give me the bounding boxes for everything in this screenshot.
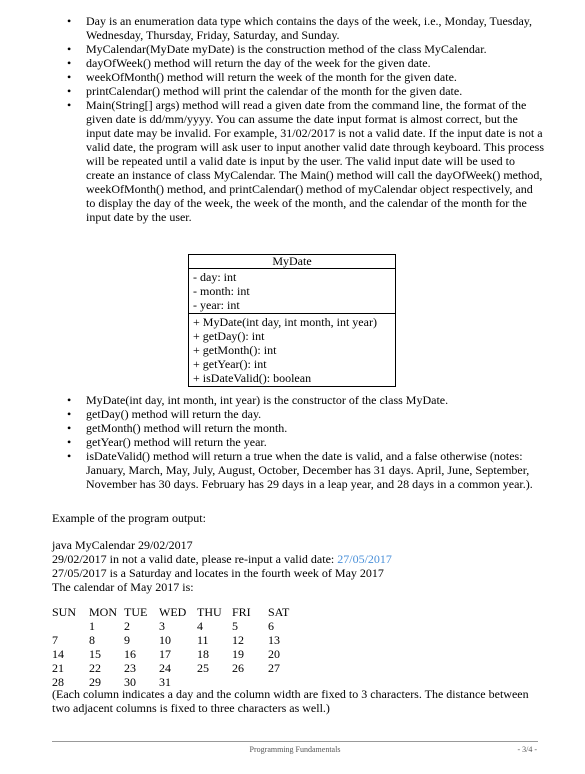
format-note: (Each column indicates a day and the column width are fixed to 3 characters. The distance between two adjacent columns is fixed to three characters as well.) [52,687,529,715]
calendar-day-cell: 4 [197,619,203,633]
calendar-day-cell: 7 [52,633,58,647]
command-line: java MyCalendar 29/02/2017 [52,538,193,552]
uml-methods [189,313,395,386]
uml-attributes [189,269,395,313]
calendar-day-cell: 30 [124,675,136,689]
uml-method: + getYear(): int [193,357,267,371]
calendar-day-header: TUE [124,605,148,619]
calendar-week-row [52,661,352,675]
uml-method: + getDay(): int [193,329,265,343]
list-item: • weekOfMonth() method will return the week of the month for the given date. [64,70,544,84]
list-item: • getYear() method will return the year. [64,435,544,449]
calendar-day-cell: 15 [89,647,101,661]
calendar-grid [52,605,352,689]
list-item: • Main(String[] args) method will read a given date from the command line, the format of the given date is dd/mm/yyyy. You can assume the date input format is almost correct, but the input date may be invalid. For example, 31/02/2017 is not a valid date. If the input date is not a valid date, the program will ask user to input another valid date through keyboard. This process will be repeated until a valid date is input by the user. The valid input date will be used to create an instance of class MyCalendar. The Main() method will call the dayOfWeek() method, weekOfMonth() method, and printCalendar() method of myCalendar object respectively, and to display the day of the week, the week of the month, and the calendar of the month for the input date by the user. [64,98,544,224]
example-title: Example of the program output: [52,511,206,525]
calendar-day-cell: 28 [52,675,64,689]
calendar-day-header: SAT [268,605,290,619]
calendar-intro: The calendar of May 2017 is: [52,580,194,594]
calendar-day-cell: 29 [89,675,101,689]
calendar-day-header: SUN [52,605,77,619]
list-item: • MyCalendar(MyDate myDate) is the construction method of the class MyCalendar. [64,42,544,56]
list-item: • MyDate(int day, int month, int year) is the constructor of the class MyDate. [64,393,544,407]
calendar-day-header: WED [159,605,187,619]
calendar-day-cell: 11 [197,633,209,647]
calendar-day-cell: 16 [124,647,136,661]
calendar-day-cell: 1 [89,619,95,633]
calendar-day-cell: 17 [159,647,171,661]
calendar-day-cell: 26 [232,661,244,675]
footer-title: Programming Fundamentals [249,745,341,754]
footer-divider [52,741,538,742]
calendar-day-cell: 5 [232,619,238,633]
uml-attribute: - day: int [193,270,237,284]
calendar-week-row [52,647,352,661]
calendar-day-cell: 6 [268,619,274,633]
user-input: 27/05/2017 [337,552,392,566]
uml-class-name: MyDate [189,255,395,269]
uml-class-diagram [188,254,396,387]
calendar-day-cell: 10 [159,633,171,647]
calendar-day-cell: 3 [159,619,165,633]
list-item: • Day is an enumeration data type which contains the days of the week, i.e., Monday, Tuesday, Wednesday, Thursday, Friday, Saturday, and Sunday. [64,14,544,42]
calendar-day-cell: 18 [197,647,209,661]
list-item: • getDay() method will return the day. [64,407,544,421]
list-item: • dayOfWeek() method will return the day of the week for the given date. [64,56,544,70]
list-item: • printCalendar() method will print the calendar of the month for the given date. [64,84,544,98]
calendar-day-cell: 25 [197,661,209,675]
calendar-day-cell: 22 [89,661,101,675]
calendar-day-cell: 31 [159,675,171,689]
calendar-day-cell: 24 [159,661,171,675]
page-number: - 3/4 - [517,745,537,754]
calendar-day-cell: 27 [268,661,280,675]
calendar-day-cell: 8 [89,633,95,647]
calendar-day-header: FRI [232,605,251,619]
calendar-day-cell: 9 [124,633,130,647]
calendar-day-cell: 21 [52,661,64,675]
method-description-list [64,14,544,224]
uml-attribute: - month: int [193,284,250,298]
calendar-day-cell: 14 [52,647,64,661]
calendar-header-row [52,605,352,619]
invalid-date-line [52,552,552,566]
list-item: • isDateValid() method will return a true when the date is valid, and a false otherwise (notes: January, March, May, July, August, October, December has 31 days. April, June, September, November has 30 days. February has 29 days in a leap year, and 28 days in a common year.). [64,449,544,491]
calendar-week-row [52,633,352,647]
uml-method: + isDateValid(): boolean [193,371,312,385]
calendar-day-cell: 23 [124,661,136,675]
calendar-day-header: MON [89,605,118,619]
invalid-prompt: 29/02/2017 in not a valid date, please re-input a valid date: [52,552,338,566]
calendar-day-cell: 12 [232,633,244,647]
uml-method: + MyDate(int day, int month, int year) [193,315,377,329]
calendar-day-cell: 13 [268,633,280,647]
calendar-week-row [52,619,352,633]
uml-method: + getMonth(): int [193,343,277,357]
calendar-day-cell: 19 [232,647,244,661]
list-item: • getMonth() method will return the month. [64,421,544,435]
calendar-day-cell: 2 [124,619,130,633]
mydate-method-list [64,393,544,491]
result-line: 27/05/2017 is a Saturday and locates in the fourth week of May 2017 [52,566,384,580]
calendar-day-cell: 20 [268,647,280,661]
calendar-day-header: THU [197,605,222,619]
uml-attribute: - year: int [193,298,240,312]
example-output [52,538,552,594]
